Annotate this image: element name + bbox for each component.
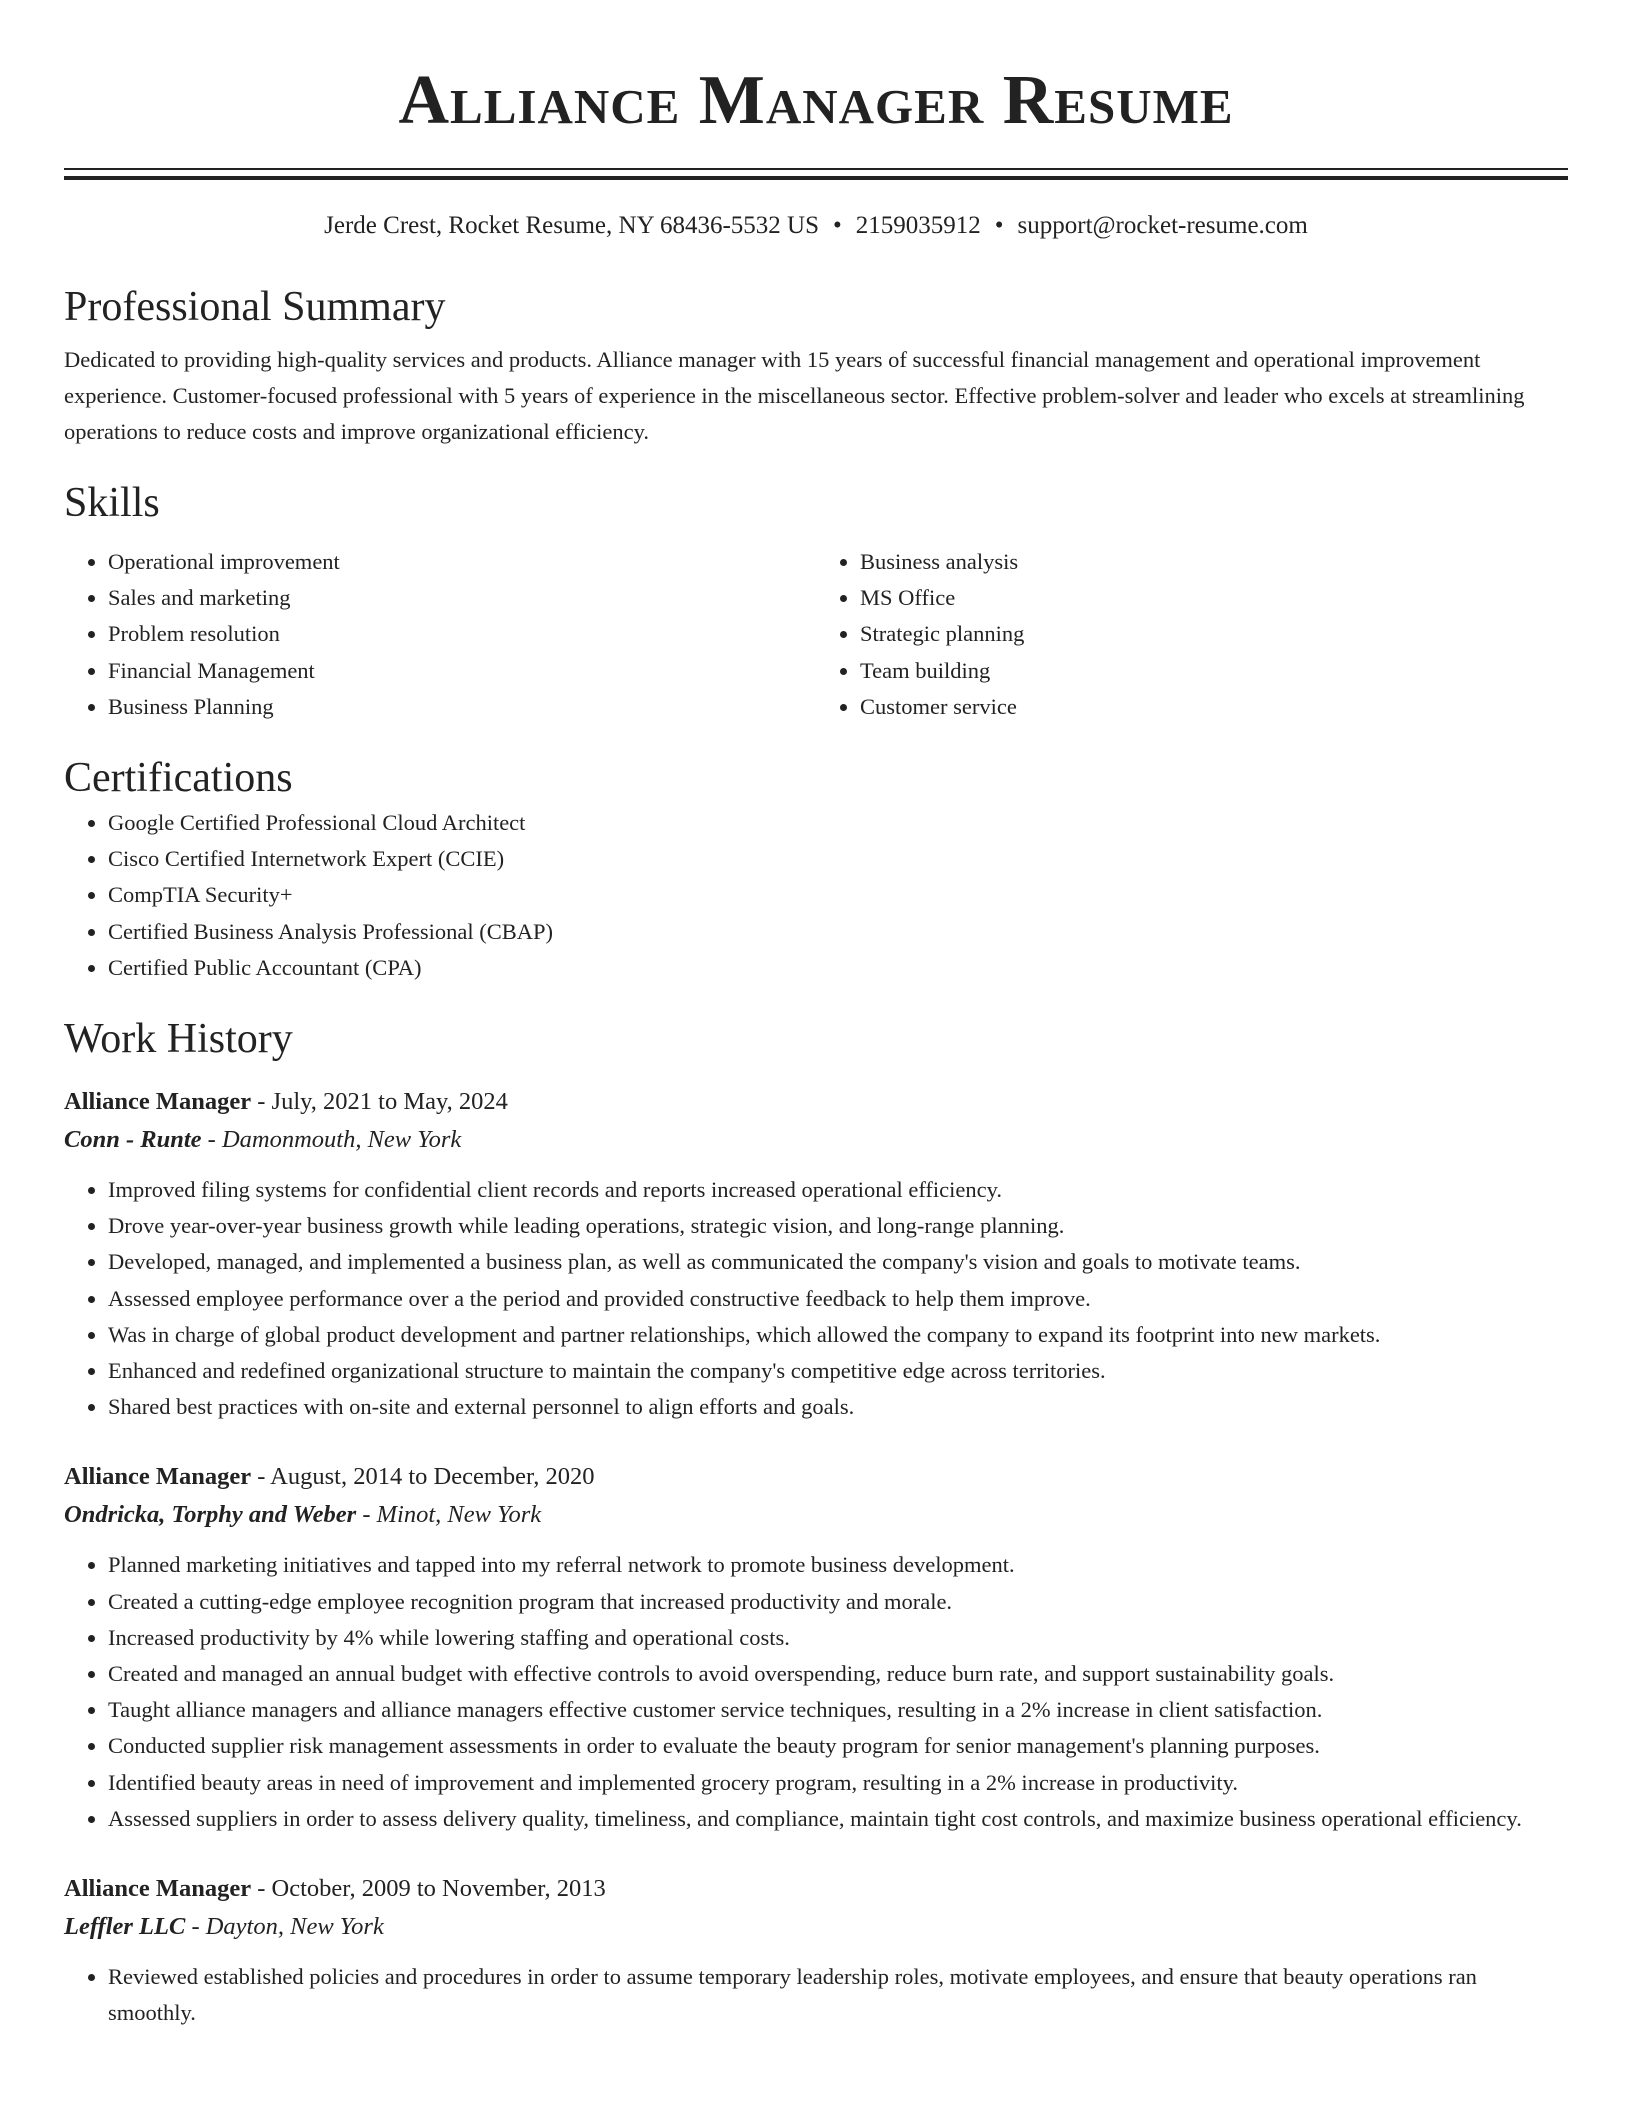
job-bullet: • Identified beauty areas in need of improvement and implemented grocery program, resulting in a 2% increase in productivity. xyxy=(108,1765,1568,1801)
summary-text: Dedicated to providing high-quality services and products. Alliance manager with 15 years of successful financial management and operational improvement experience. Customer-focused professional with 5 years of experience in the miscellaneous sector. Effective problem-solver and leader who excels at streamlining operations to reduce costs and improve organizational efficiency. xyxy=(64,347,1525,444)
job-bullet: • Was in charge of global product development and partner relationships, which allowed the company to expand its footprint into new markets. xyxy=(108,1317,1568,1353)
job-bullet: • Enhanced and redefined organizational structure to maintain the company's competitive edge across territories. xyxy=(108,1353,1568,1389)
skills-section xyxy=(64,544,1568,725)
job-bullet: • Created and managed an annual budget with effective controls to avoid overspending, reduce burn rate, and support sustainability goals. xyxy=(108,1656,1568,1692)
job-company-line xyxy=(64,1120,1568,1160)
contact-phone: 2159035912 xyxy=(855,212,981,239)
skill-item: • Operational improvement xyxy=(108,544,816,580)
job-role: Alliance Manager xyxy=(64,1088,252,1116)
job-bullet: • Drove year-over-year business growth while leading operations, strategic vision, and long-range planning. xyxy=(108,1208,1568,1244)
skill-item: • Strategic planning xyxy=(860,616,1568,652)
job-role: Alliance Manager xyxy=(64,1463,252,1491)
job-bullet: • Planned marketing initiatives and tapped into my referral network to promote business development. xyxy=(108,1547,1568,1583)
title-rule-thin xyxy=(64,168,1568,170)
job-bullet: • Increased productivity by 4% while lowering staffing and operational costs. xyxy=(108,1620,1568,1656)
job-company: Ondricka, Torphy and Weber xyxy=(64,1501,357,1529)
certification-item: • Cisco Certified Internetwork Expert (CCIE) xyxy=(108,841,1568,877)
skills-heading: Skills xyxy=(64,480,160,526)
job-bullet: • Developed, managed, and implemented a business plan, as well as communicated the company's vision and goals to motivate teams. xyxy=(108,1244,1568,1280)
job-bullet: • Created a cutting-edge employee recognition program that increased productivity and morale. xyxy=(108,1584,1568,1620)
job-dates: - October, 2009 to November, 2013 xyxy=(251,1875,606,1903)
job-bullets xyxy=(64,1547,1568,1837)
job-bullets xyxy=(64,1172,1568,1425)
job-company: Leffler LLC xyxy=(64,1913,186,1941)
job-location: - Minot, New York xyxy=(356,1501,542,1529)
certifications-heading: Certifications xyxy=(64,755,293,802)
skill-item: • Sales and marketing xyxy=(108,580,816,616)
job-bullet: • Conducted supplier risk management assessments in order to evaluate the beauty program for senior management's planning purposes. xyxy=(108,1728,1568,1764)
job-entry xyxy=(64,1871,1568,2031)
job-bullet: • Reviewed established policies and procedures in order to assume temporary leadership roles, motivate employees, and ensure that beauty operations ran smoothly. xyxy=(108,1959,1568,2031)
job-dates: - August, 2014 to December, 2020 xyxy=(251,1463,595,1491)
job-bullet: • Improved filing systems for confidential client records and reports increased operational efficiency. xyxy=(108,1172,1568,1208)
contact-address: Jerde Crest, Rocket Resume, NY 68436-5532 US xyxy=(324,212,819,239)
job-location: - Dayton, New York xyxy=(185,1913,384,1941)
job-company: Conn - Runte xyxy=(64,1126,202,1154)
job-bullet: • Taught alliance managers and alliance managers effective customer service techniques, resulting in a 2% increase in client satisfaction. xyxy=(108,1692,1568,1728)
job-bullet: • Assessed suppliers in order to assess delivery quality, timeliness, and compliance, maintain tight cost controls, and maximize business operational efficiency. xyxy=(108,1801,1568,1837)
job-title-line xyxy=(64,1084,1568,1120)
certification-item: • Google Certified Professional Cloud Architect xyxy=(108,805,1568,841)
contact-email: support@rocket-resume.com xyxy=(1017,212,1308,239)
work-history-heading: Work History xyxy=(64,1016,293,1063)
certification-item: • Certified Business Analysis Professional (CBAP) xyxy=(108,914,1568,950)
skill-item: • Customer service xyxy=(860,689,1568,725)
job-entry xyxy=(64,1084,1568,1425)
job-role: Alliance Manager xyxy=(64,1875,252,1903)
skill-item: • Business Planning xyxy=(108,689,816,725)
work-history-list xyxy=(64,1084,1568,2031)
title-rule-thick xyxy=(64,176,1568,180)
certification-item: • CompTIA Security+ xyxy=(108,877,1568,913)
certifications-list xyxy=(64,805,1568,986)
job-dates: - July, 2021 to May, 2024 xyxy=(251,1088,508,1116)
skill-item: • Financial Management xyxy=(108,653,816,689)
skill-item: • Business analysis xyxy=(860,544,1568,580)
resume-title: Alliance Manager Resume xyxy=(398,62,1234,139)
job-bullet: • Shared best practices with on-site and external personnel to align efforts and goals. xyxy=(108,1389,1568,1425)
skill-item: • Team building xyxy=(860,653,1568,689)
job-bullet: • Assessed employee performance over a the period and provided constructive feedback to help them improve. xyxy=(108,1281,1568,1317)
job-bullets xyxy=(64,1959,1568,2031)
job-title-line xyxy=(64,1459,1568,1495)
job-title-line xyxy=(64,1871,1568,1907)
contact-separator: • xyxy=(833,212,842,239)
skills-list-left xyxy=(64,544,816,725)
resume-page xyxy=(64,0,1568,2031)
job-entry xyxy=(64,1459,1568,1837)
contact-separator: • xyxy=(994,212,1004,239)
job-company-line xyxy=(64,1907,1568,1947)
job-company-line xyxy=(64,1495,1568,1535)
skill-item: • Problem resolution xyxy=(108,616,816,652)
skills-list-right xyxy=(816,544,1568,725)
job-location: - Damonmouth, New York xyxy=(201,1126,462,1154)
summary-heading: Professional Summary xyxy=(64,284,446,330)
contact-line xyxy=(64,210,1568,242)
certification-item: • Certified Public Accountant (CPA) xyxy=(108,950,1568,986)
skill-item: • MS Office xyxy=(860,580,1568,616)
